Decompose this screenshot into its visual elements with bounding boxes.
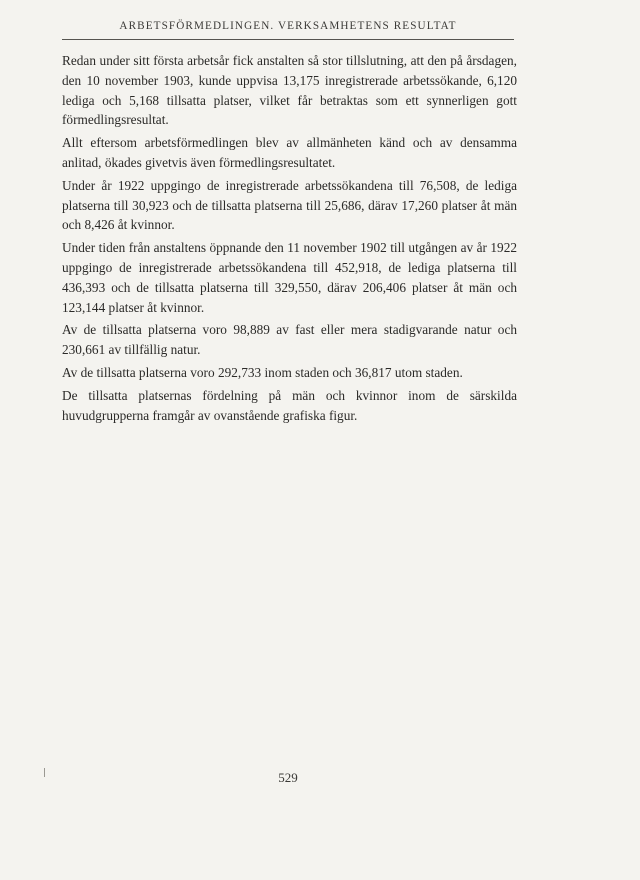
header-rule xyxy=(62,39,514,40)
body-text xyxy=(62,51,517,428)
paragraph-year-1922: Under år 1922 uppgingo de inregistrerade arbetssökandena till 76,508, de lediga platserna till 30,923 och de tillsatta platserna till 25,686, därav 17,260 platser åt män och 8,426 åt kvinnor. xyxy=(62,177,517,233)
paragraph-first-year: Redan under sitt första arbetsår fick anstalten så stor tillslutning, att den på årsdagen, den 10 november 1903, kunde uppvisa 13,175 inregistrerade arbetssökande, 6,120 lediga och 5,168 tillsatta platser, vilket får betraktas som ett synnerligen gott förmedlingsresultat. xyxy=(62,53,517,128)
paragraph-distribution: De tillsatta platsernas fördelning på män och kvinnor inom de särskilda huvudgrupperna framgår av ovanstående grafiska figur. xyxy=(62,387,517,423)
paragraph-city-outside: Av de tillsatta platserna voro 292,733 inom staden och 36,817 utom staden. xyxy=(62,364,463,380)
paragraph-totals: Under tiden från anstaltens öppnande den 11 november 1902 till utgången av år 1922 uppgingo de inregistrerade arbetssökandena till 452,918, de lediga platserna till 436,393 och de tillsatta platserna till 329,550, därav 206,406 platser åt män och 123,144 platser åt kvinnor. xyxy=(62,240,517,315)
page-number: 529 xyxy=(278,770,298,785)
paragraph-growth: Allt eftersom arbetsförmedlingen blev av allmänheten känd och av densamma anlitad, ökades givetvis även förmedlingsresultatet. xyxy=(62,135,517,170)
running-head: ARBETSFÖRMEDLINGEN. VERKSAMHETENS RESULTAT xyxy=(119,20,457,32)
paragraph-permanent-temporary: Av de tillsatta platserna voro 98,889 av fast eller mera stadigvarande natur och 230,661 av tillfällig natur. xyxy=(62,322,517,358)
